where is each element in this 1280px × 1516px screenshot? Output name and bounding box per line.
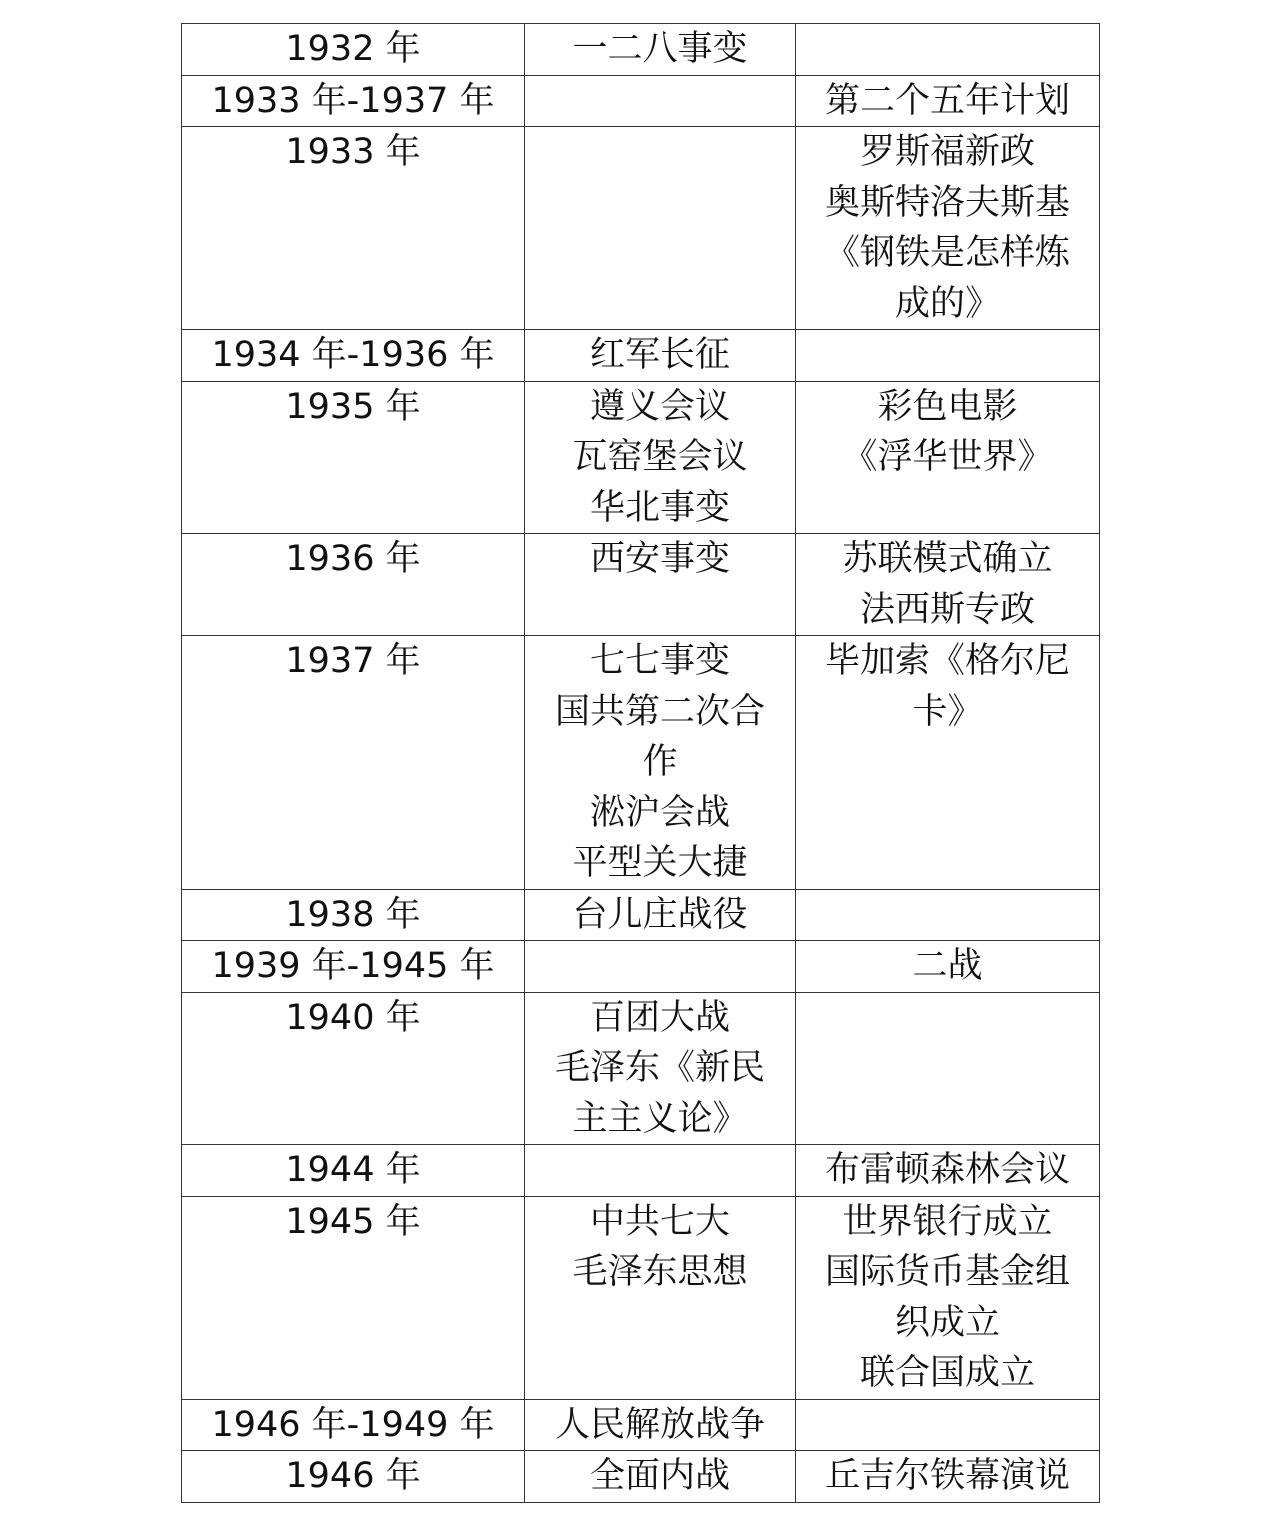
table-row (182, 24, 1100, 76)
table-row (182, 1399, 1100, 1451)
china-event-cell: 红军长征 (525, 330, 796, 382)
table-row (182, 1145, 1100, 1197)
table-row (182, 381, 1100, 534)
year-cell: 1937 年 (182, 636, 525, 890)
world-event-cell (796, 992, 1100, 1145)
world-event-cell: 丘吉尔铁幕演说 (796, 1451, 1100, 1503)
year-cell: 1932 年 (182, 24, 525, 76)
china-event-cell (525, 75, 796, 127)
china-event-cell: 遵义会议 瓦窑堡会议 华北事变 (525, 381, 796, 534)
timeline-table (181, 23, 1100, 1503)
china-event-cell: 七七事变 国共第二次合 作 淞沪会战 平型关大捷 (525, 636, 796, 890)
world-event-cell: 毕加索《格尔尼 卡》 (796, 636, 1100, 890)
china-event-cell: 一二八事变 (525, 24, 796, 76)
china-event-cell: 西安事变 (525, 534, 796, 636)
china-event-cell: 百团大战 毛泽东《新民 主主义论》 (525, 992, 796, 1145)
china-event-cell: 人民解放战争 (525, 1399, 796, 1451)
table-row (182, 992, 1100, 1145)
table-row (182, 1196, 1100, 1399)
year-cell: 1946 年 (182, 1451, 525, 1503)
world-event-cell (796, 1399, 1100, 1451)
world-event-cell (796, 889, 1100, 941)
year-cell: 1945 年 (182, 1196, 525, 1399)
world-event-cell: 世界银行成立 国际货币基金组 织成立 联合国成立 (796, 1196, 1100, 1399)
year-cell: 1935 年 (182, 381, 525, 534)
table-row (182, 1451, 1100, 1503)
year-cell: 1940 年 (182, 992, 525, 1145)
year-cell: 1944 年 (182, 1145, 525, 1197)
world-event-cell: 二战 (796, 941, 1100, 993)
table-row (182, 941, 1100, 993)
china-event-cell (525, 941, 796, 993)
table-row (182, 330, 1100, 382)
china-event-cell (525, 127, 796, 330)
world-event-cell: 第二个五年计划 (796, 75, 1100, 127)
world-event-cell: 布雷顿森林会议 (796, 1145, 1100, 1197)
table-row (182, 127, 1100, 330)
china-event-cell: 台儿庄战役 (525, 889, 796, 941)
world-event-cell: 罗斯福新政 奥斯特洛夫斯基 《钢铁是怎样炼 成的》 (796, 127, 1100, 330)
table-row (182, 75, 1100, 127)
china-event-cell (525, 1145, 796, 1197)
world-event-cell (796, 24, 1100, 76)
table-row (182, 889, 1100, 941)
year-cell: 1939 年-1945 年 (182, 941, 525, 993)
year-cell: 1933 年-1937 年 (182, 75, 525, 127)
china-event-cell: 全面内战 (525, 1451, 796, 1503)
world-event-cell: 彩色电影 《浮华世界》 (796, 381, 1100, 534)
china-event-cell: 中共七大 毛泽东思想 (525, 1196, 796, 1399)
year-cell: 1938 年 (182, 889, 525, 941)
table-row (182, 534, 1100, 636)
year-cell: 1936 年 (182, 534, 525, 636)
table-row (182, 636, 1100, 890)
world-event-cell: 苏联模式确立 法西斯专政 (796, 534, 1100, 636)
world-event-cell (796, 330, 1100, 382)
year-cell: 1933 年 (182, 127, 525, 330)
year-cell: 1934 年-1936 年 (182, 330, 525, 382)
year-cell: 1946 年-1949 年 (182, 1399, 525, 1451)
